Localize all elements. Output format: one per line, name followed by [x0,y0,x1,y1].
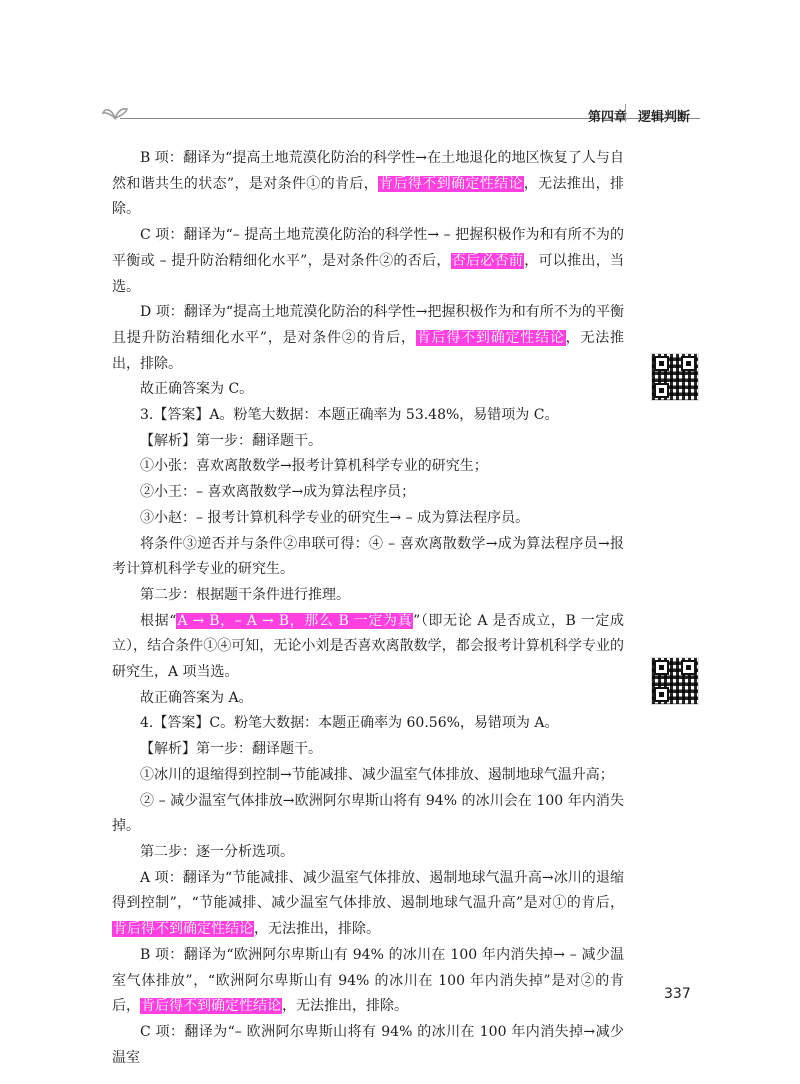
answer-line: 故正确答案为 C。 [140,381,254,398]
chapter-number: 第四章 [588,110,628,125]
page-number: 337 [664,986,691,1002]
page-content [112,146,624,1071]
condition-2: ②小王：– 喜欢离散数学→成为算法程序员； [140,484,416,501]
option-d-paragraph: D 项：翻译为“提高土地荒漠化防治的科学性→把握积极作为和有所不为的平衡且提升防治精细化水平”，是对条件②的肯后，肯后得不到确定性结论，无法推出，排除。 [112,304,625,372]
highlight: 肯后得不到确定性结论 [379,175,523,192]
answer-line: 故正确答案为 A。 [140,689,253,706]
step-2: 第二步：根据题干条件进行推理。 [140,586,350,603]
qr-code-icon[interactable] [651,657,699,705]
question-3-answer: 3.【答案】A。粉笔大数据：本题正确率为 53.48%，易错项为 C。 [140,407,559,424]
chapter-title: 逻辑判断 [638,110,691,125]
option-c-paragraph: C 项：翻译为“– 提高土地荒漠化防治的科学性→ – 把握积极作为和有所不为的平衡或 – 提升防治精细化水平”，是对条件②的否后，否后必否前，可以推出，当选。 [112,227,625,295]
reasoning-paragraph: 根据“A → B，– A → B，那么 B 一定为真”（即无论 A 是否成立，B 一定成立），结合条件①④可知，无论小刘是否喜欢离散数学，都会报考计算机科学专业的研究生，A 项当选。 [112,612,624,681]
highlight: 肯后得不到确定性结论 [113,921,253,938]
highlight: 肯后得不到确定性结论 [141,998,281,1015]
analysis-heading: 【解析】第一步：翻译题干。 [140,432,322,449]
condition-1: ①小张：喜欢离散数学→报考计算机科学专业的研究生； [140,458,488,475]
condition-2: ② – 减少温室气体排放→欧洲阿尔卑斯山将有 94% 的冰川会在 100 年内消失掉。 [112,792,624,835]
leaf-icon [100,96,130,126]
option-b-paragraph: B 项：翻译为“欧洲阿尔卑斯山有 94% 的冰川在 100 年内消失掉→ – 减少温室气体排放”，“欧洲阿尔卑斯山有 94% 的冰川在 100 年内消失掉”是对②的肯后，肯后得不到确定性结论，无法推出，排除。 [112,946,624,1015]
condition-1: ①冰川的退缩得到控制→节能减排、减少温室气体排放、遏制地球气温升高； [140,766,614,783]
step-2: 第二步：逐一分析选项。 [140,843,294,860]
highlight: 肯后得不到确定性结论 [416,329,565,346]
condition-4: 将条件③逆否并与条件②串联可得：④ – 喜欢离散数学→成为算法程序员→报考计算机科学专业的研究生。 [112,535,624,578]
highlight: A → B，– A → B，那么 B 一定为真 [177,612,413,629]
qr-code-icon[interactable] [651,353,699,401]
analysis-heading: 【解析】第一步：翻译题干。 [140,741,322,758]
highlight: 否后必否前 [451,252,524,269]
header-separator [625,104,626,122]
option-a-paragraph: A 项：翻译为“节能减排、减少温室气体排放、遏制地球气温升高→冰川的退缩得到控制”，“节能减排、减少温室气体排放、遏制地球气温升高”是对①的肯后，肯后得不到确定性结论，无法推出，排除。 [112,869,624,938]
option-b-paragraph: B 项：翻译为“提高土地荒漠化防治的科学性→在土地退化的地区恢复了人与自然和谐共生的状态”，是对条件①的肯后，肯后得不到确定性结论，无法推出，排除。 [112,150,625,218]
option-c-paragraph: C 项：翻译为“– 欧洲阿尔卑斯山将有 94% 的冰川在 100 年内消失掉→减少温室 [112,1023,624,1066]
condition-3: ③小赵：– 报考计算机科学专业的研究生→ – 成为算法程序员。 [140,509,530,526]
question-4-answer: 4.【答案】C。粉笔大数据：本题正确率为 60.56%，易错项为 A。 [140,715,559,732]
